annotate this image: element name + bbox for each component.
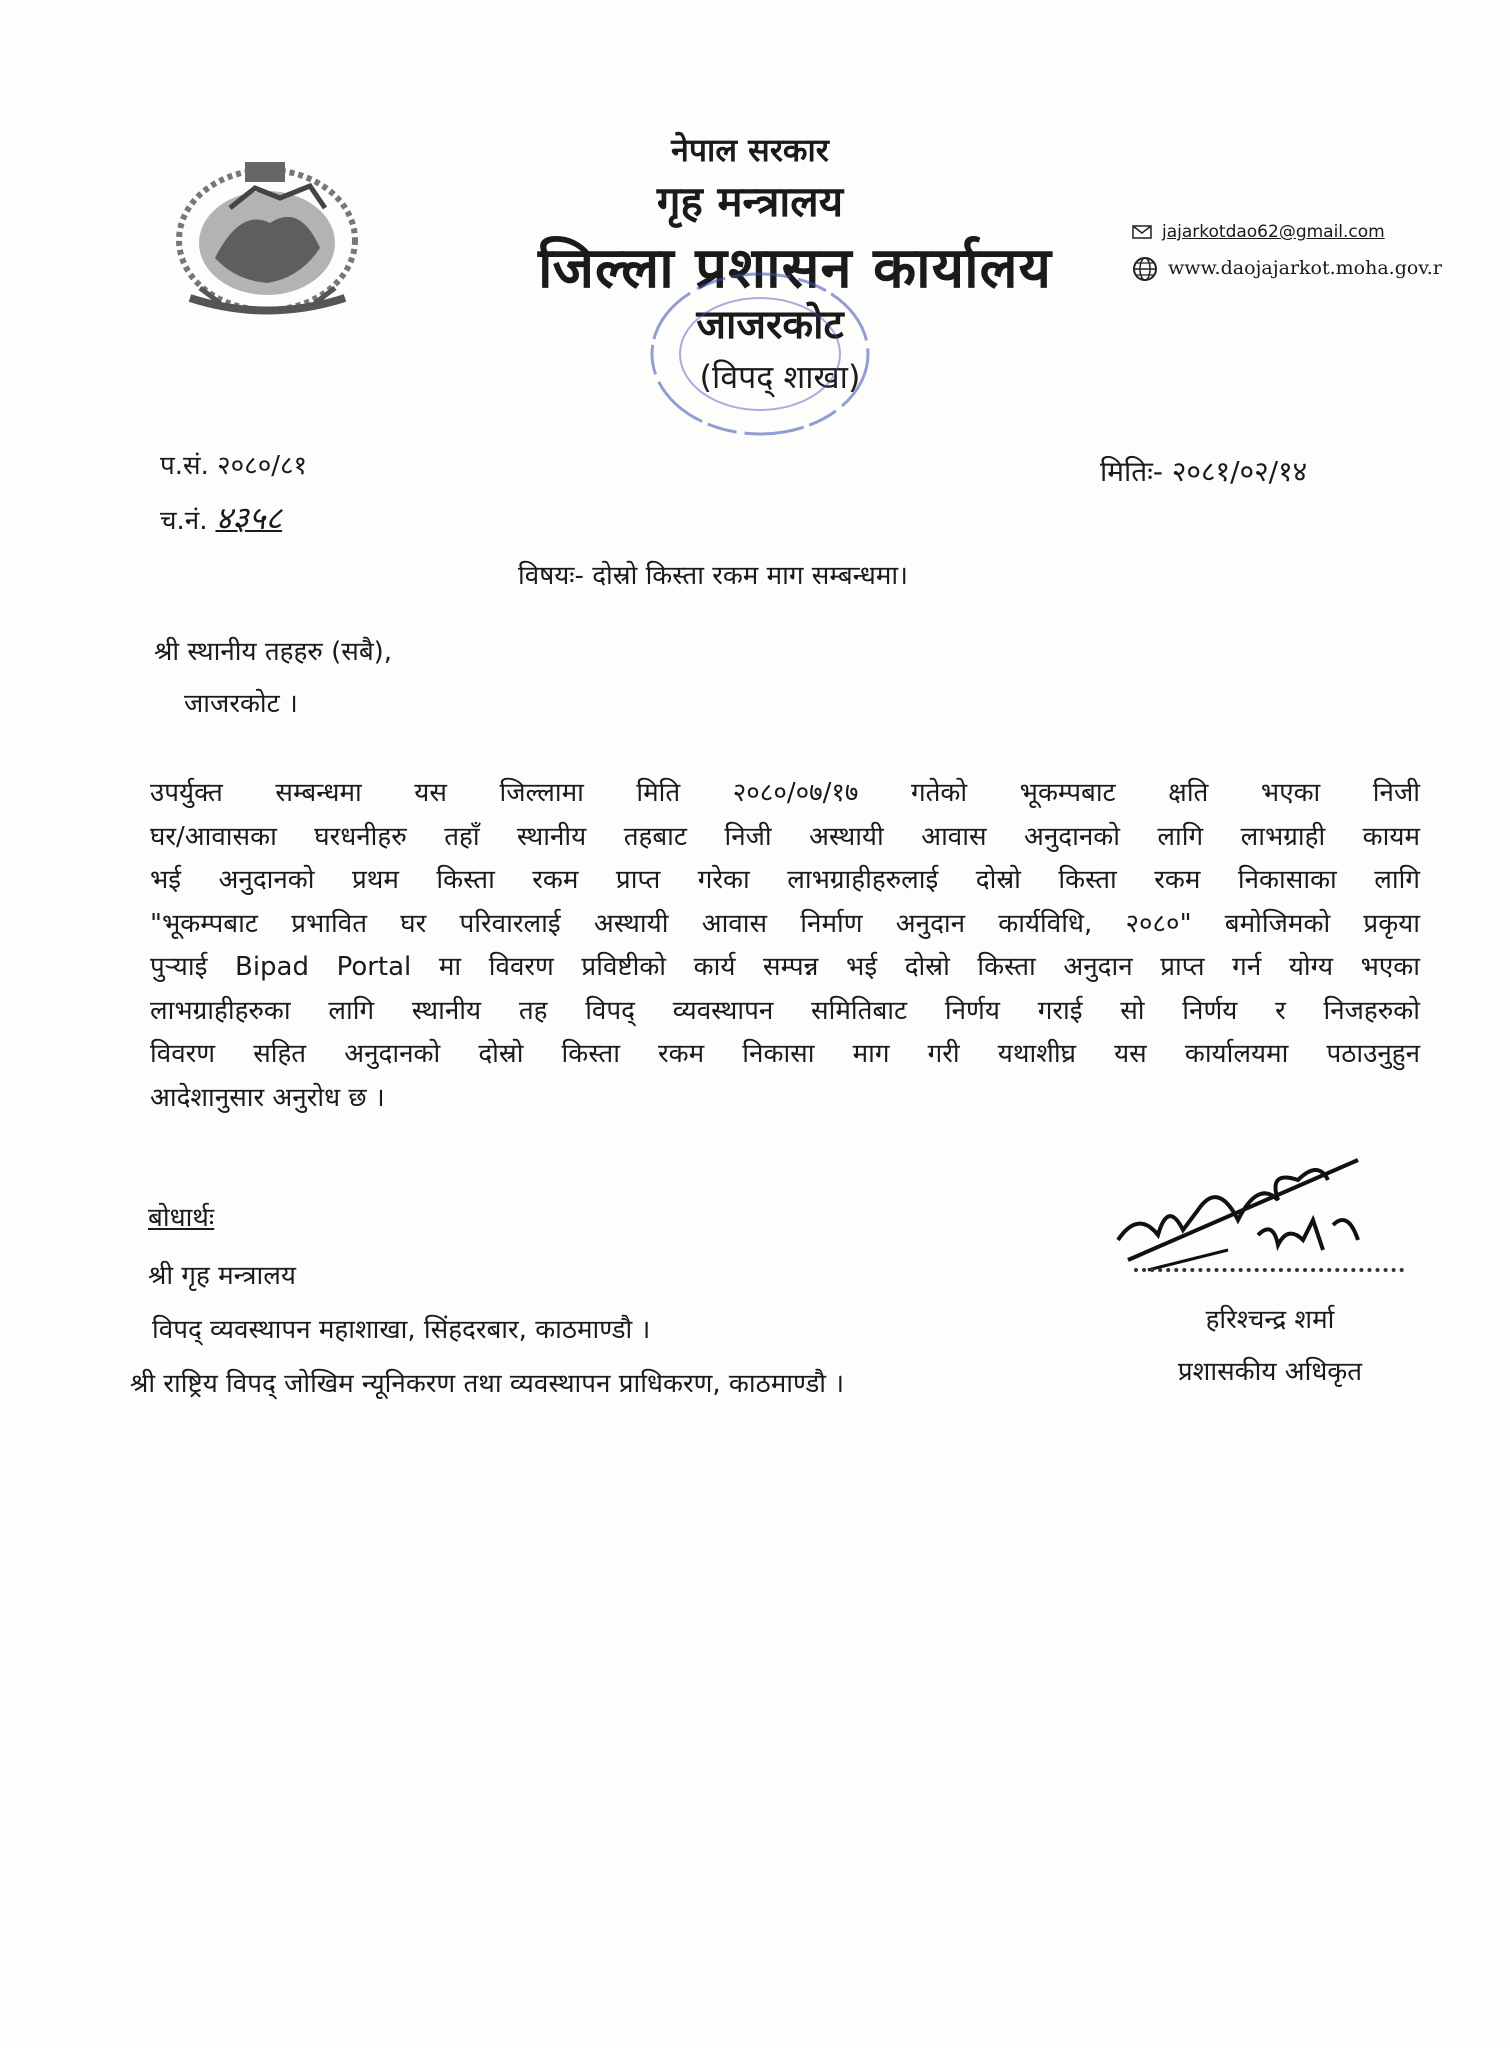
signatory-name: हरिश्चन्द्र शर्मा — [1205, 1305, 1335, 1335]
website-text[interactable]: www.daojajarkot.moha.gov.r — [1168, 257, 1442, 279]
body-line: आदेशानुसार अनुरोध छ । — [150, 1082, 385, 1113]
cc-heading: बोधार्थः — [148, 1203, 215, 1233]
body-line: उपर्युक्त सम्बन्धमा यस जिल्लामा मिति २०८०/०७/१७ गतेको भूकम्पबाट क्षति भएका निजी — [150, 778, 1420, 808]
contact-email[interactable] — [1132, 222, 1385, 242]
cc-line-3: श्री राष्ट्रिय विपद् जोखिम न्यूनिकरण तथा व्यवस्थापन प्राधिकरण, काठमाण्डौ । — [130, 1369, 845, 1399]
signature-line — [1134, 1268, 1404, 1272]
cc-line-1: श्री गृह मन्त्रालय — [148, 1261, 296, 1291]
body-line: लाभग्राहीहरुका लागि स्थानीय तह विपद् व्यवस्थापन समितिबाट निर्णय गराई सो निर्णय र निजहरुको — [150, 995, 1420, 1026]
letter-subject: विषयः- दोस्रो किस्ता रकम माग सम्बन्धमा। — [518, 561, 909, 591]
email-text[interactable]: jajarkotdao62@gmail.com — [1162, 222, 1385, 242]
district-name: जाजरकोट — [696, 302, 844, 348]
reference-cn-label: च.नं. — [160, 506, 208, 536]
body-line: पुऱ्याई Bipad Portal मा विवरण प्रविष्टीको कार्य सम्पन्न भई दोस्रो किस्ता अनुदान प्राप्त गर्न योग्य भएका — [150, 952, 1420, 982]
globe-icon — [1132, 256, 1158, 282]
body-line: घर/आवासका घरधनीहरु तहाँ स्थानीय तहबाट निजी अस्थायी आवास अनुदानको लागि लाभग्राही कायम — [150, 821, 1420, 852]
office-name: जिल्ला प्रशासन कार्यालय — [537, 236, 1053, 301]
ministry-name: गृह मन्त्रालय — [656, 177, 844, 226]
signatory-title: प्रशासकीय अधिकृत — [1177, 1357, 1363, 1387]
body-line: "भूकम्पबाट प्रभावित घर परिवारलाई अस्थायी आवास निर्माण अनुदान कार्यविधि, २०८०" बमोजिमको प्रकृया — [150, 908, 1420, 939]
addressee-line-1: श्री स्थानीय तहहरु (सबै), — [154, 637, 393, 667]
government-name: नेपाल सरकार — [671, 131, 829, 169]
contact-website[interactable] — [1132, 256, 1442, 282]
letter-body — [150, 772, 1420, 1120]
letter-date: मितिः- २०८१/०२/१४ — [1100, 455, 1308, 488]
cc-line-2: विपद् व्यवस्थापन महाशाखा, सिंहदरबार, काठमाण्डौ । — [152, 1315, 651, 1345]
reference-cn-value: ४३५८ — [215, 499, 283, 537]
reference-cn — [160, 496, 282, 539]
branch-name: (विपद् शाखा) — [699, 358, 861, 396]
reference-ps: प.सं. २०८०/८१ — [160, 451, 308, 481]
envelope-icon — [1132, 225, 1152, 239]
office-stamp-icon — [640, 262, 880, 442]
handwritten-signature — [1108, 1140, 1378, 1280]
nepal-emblem-icon — [160, 148, 375, 318]
body-line: विवरण सहित अनुदानको दोस्रो किस्ता रकम निकासा माग गरी यथाशीघ्र यस कार्यालयमा पठाउनुहुन — [150, 1039, 1420, 1069]
addressee-line-2: जाजरकोट । — [184, 689, 298, 719]
body-line: भई अनुदानको प्रथम किस्ता रकम प्राप्त गरेका लाभग्राहीहरुलाई दोस्रो किस्ता रकम निकासाका लागि — [150, 865, 1420, 895]
